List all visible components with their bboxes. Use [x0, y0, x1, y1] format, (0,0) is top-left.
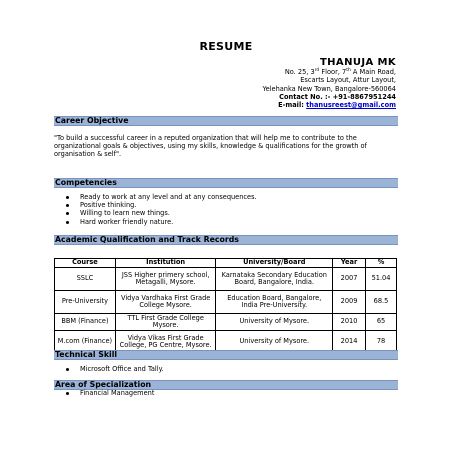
cell-course: M.com (Finance) [55, 331, 116, 354]
list-item: Microsoft Office and Tally. [66, 365, 164, 373]
address-line-1 [262, 68, 396, 76]
cell-course: Pre-University [55, 291, 116, 314]
cell-percent: 68.5 [366, 291, 397, 314]
academic-table [54, 258, 397, 354]
section-heading-specialization: Area of Specialization [54, 380, 398, 390]
list-item: Financial Management [66, 389, 154, 397]
contact-block [262, 57, 396, 109]
column-header-institution: Institution [115, 259, 216, 268]
cell-institution: Vidya Vikas First Grade College, PG Centre, Mysore. [115, 331, 216, 354]
cell-percent: 78 [366, 331, 397, 354]
table-row [55, 268, 397, 291]
cell-percent: 65 [366, 314, 397, 331]
cell-board: Karnataka Secondary Education Board, Bangalore, India. [216, 268, 333, 291]
address-part: A Main Road, [350, 68, 396, 76]
specialization-list [66, 389, 154, 397]
list-item: Ready to work at any level and at any consequences. [66, 193, 257, 201]
cell-institution: JSS Higher primery school, Metagalli, Mysore. [115, 268, 216, 291]
list-item: Positive thinking. [66, 201, 257, 209]
cell-year: 2014 [333, 331, 366, 354]
table-header-row [55, 259, 397, 268]
ordinal-suffix: rd [314, 67, 320, 73]
contact-number-line [262, 93, 396, 101]
table-row [55, 291, 397, 314]
cell-board: University of Mysore. [216, 331, 333, 354]
address-line-3: Yelehanka New Town, Bangalore-560064 [262, 84, 396, 93]
cell-institution: Vidya Vardhaka First Grade College Mysore. [115, 291, 216, 314]
address-line-2: Escarts Layout, Attur Layout, [300, 76, 396, 85]
address-part: Floor, 7 [319, 68, 347, 76]
list-item: Hard worker friendly nature. [66, 218, 257, 226]
email-line [262, 101, 396, 109]
candidate-name: THANUJA MK [319, 57, 396, 68]
cell-board: Education Board, Bangalore, India Pre-University. [216, 291, 333, 314]
cell-board: University of Mysore. [216, 314, 333, 331]
column-header-course: Course [55, 259, 116, 268]
section-heading-academics: Academic Qualification and Track Records [54, 235, 398, 245]
column-header-board: University/Board [216, 259, 333, 268]
section-heading-competencies: Competencies [54, 178, 398, 188]
ordinal-suffix: th [346, 67, 351, 73]
table-row [55, 314, 397, 331]
cell-year: 2009 [333, 291, 366, 314]
career-objective-text: "To build a successful career in a reputed organization that will help me to contribute to the organizational goals & objectives, using my skills, knowledge & qualifications for the growth of organisation & self". [54, 134, 367, 159]
cell-year: 2010 [333, 314, 366, 331]
email-label: E-mail: [278, 101, 304, 110]
column-header-year: Year [333, 259, 366, 268]
list-item: Willing to learn new things. [66, 209, 257, 217]
contact-label: Contact No. :- [279, 92, 331, 101]
technical-skill-list [66, 365, 164, 373]
address-part: No. 25, 3 [284, 68, 315, 76]
contact-number: +91-8867951244 [332, 92, 396, 101]
cell-course: SSLC [55, 268, 116, 291]
cell-course: BBM (Finance) [55, 314, 116, 331]
section-heading-technical-skill: Technical Skill [54, 350, 398, 360]
email-link[interactable]: thanusreest@gmail.com [306, 101, 396, 110]
competencies-list [66, 193, 257, 226]
cell-institution: TTL First Grade College Mysore. [115, 314, 216, 331]
column-header-percent: % [366, 259, 397, 268]
cell-percent: 51.04 [366, 268, 397, 291]
cell-year: 2007 [333, 268, 366, 291]
document-title: RESUME [199, 40, 253, 53]
section-heading-career-objective: Career Objective [54, 116, 398, 126]
